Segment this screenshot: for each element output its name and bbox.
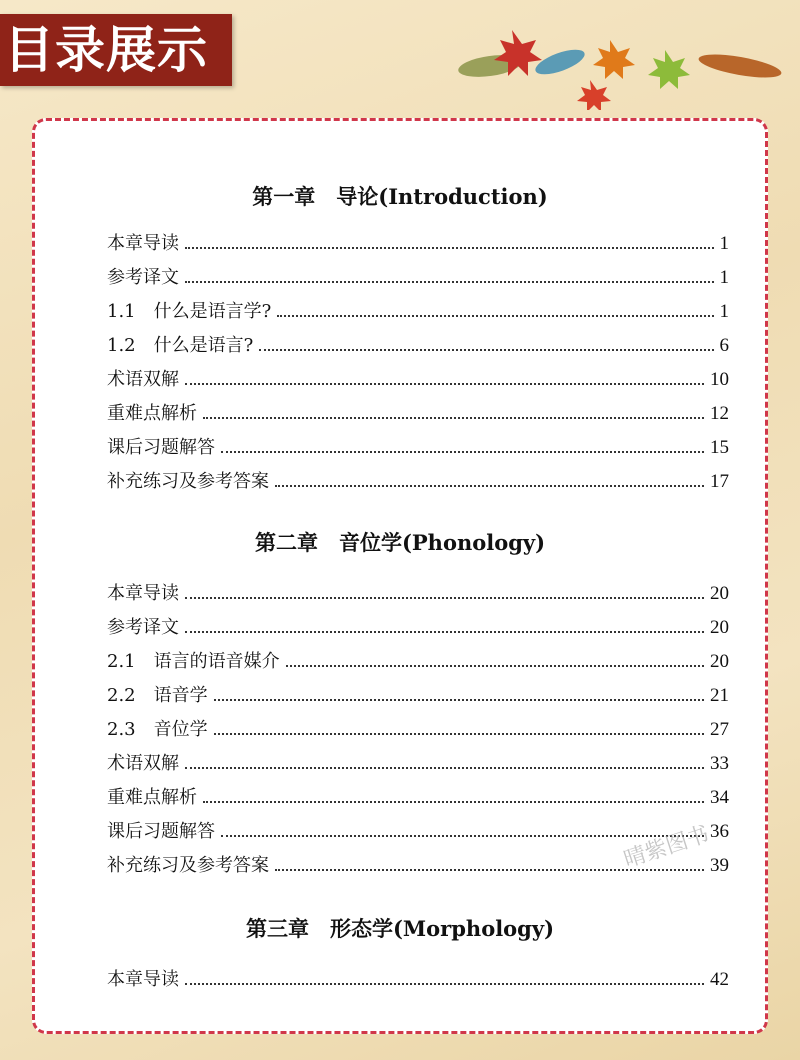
dot-leader xyxy=(185,767,704,769)
autumn-leaves-decoration xyxy=(440,10,800,110)
entry-page: 21 xyxy=(710,685,729,706)
dot-leader xyxy=(286,665,704,667)
dot-leader xyxy=(185,597,704,599)
entry-label: 2.3 音位学 xyxy=(107,719,208,740)
dot-leader xyxy=(275,485,704,487)
entry-label: 补充练习及参考答案 xyxy=(107,855,269,876)
entry-page: 20 xyxy=(710,583,729,604)
chapter-2-title: 第二章 音位学(Phonology) xyxy=(254,530,546,555)
dot-leader xyxy=(185,383,704,385)
chapter-3-title: 第三章 形态学(Morphology) xyxy=(245,916,555,941)
toc-entry[interactable] xyxy=(107,227,729,255)
dot-leader xyxy=(185,631,704,633)
watermark: 晴紫图书 xyxy=(620,821,713,873)
entry-page: 36 xyxy=(710,821,729,842)
dot-leader xyxy=(185,983,704,985)
banner-title: 目录展示 xyxy=(0,14,232,86)
entry-page: 34 xyxy=(710,787,729,808)
chapter-1-title: 第一章 导论(Introduction) xyxy=(252,184,548,209)
entry-label: 本章导读 xyxy=(107,233,179,254)
entry-label: 课后习题解答 xyxy=(107,821,215,842)
entry-label: 课后习题解答 xyxy=(107,437,215,458)
entry-page: 1 xyxy=(719,233,729,254)
toc-entry[interactable] xyxy=(107,679,729,707)
toc-entry[interactable] xyxy=(107,781,729,809)
entry-page: 20 xyxy=(710,617,729,638)
toc-entry[interactable] xyxy=(107,963,729,991)
entry-page: 1 xyxy=(719,267,729,288)
entry-page: 20 xyxy=(710,651,729,672)
entry-label: 补充练习及参考答案 xyxy=(107,471,269,492)
entry-label: 术语双解 xyxy=(107,369,179,390)
entry-label: 重难点解析 xyxy=(107,403,197,424)
toc-entry[interactable] xyxy=(107,611,729,639)
toc-entry[interactable] xyxy=(107,431,729,459)
entry-label: 参考译文 xyxy=(107,267,179,288)
toc-entry[interactable] xyxy=(107,747,729,775)
dot-leader xyxy=(221,835,704,837)
entry-label: 1.1 什么是语言学? xyxy=(107,301,272,322)
toc-entry[interactable] xyxy=(107,397,729,425)
toc-entry[interactable] xyxy=(107,713,729,741)
entry-page: 33 xyxy=(710,753,729,774)
entry-label: 2.1 语言的语音媒介 xyxy=(107,651,280,672)
toc-card xyxy=(32,118,768,1034)
toc-entry[interactable] xyxy=(107,577,729,605)
entry-label: 2.2 语音学 xyxy=(107,685,208,706)
entry-label: 参考译文 xyxy=(107,617,179,638)
dot-leader xyxy=(203,417,704,419)
dot-leader xyxy=(221,451,704,453)
dot-leader xyxy=(214,699,704,701)
dot-leader xyxy=(214,733,704,735)
entry-label: 本章导读 xyxy=(107,583,179,604)
entry-label: 重难点解析 xyxy=(107,787,197,808)
toc-entry[interactable] xyxy=(107,261,729,289)
dot-leader xyxy=(203,801,704,803)
entry-page: 27 xyxy=(710,719,729,740)
toc-entry[interactable] xyxy=(107,465,729,493)
toc-entry[interactable] xyxy=(107,645,729,673)
entry-label: 术语双解 xyxy=(107,753,179,774)
dot-leader xyxy=(259,349,713,351)
toc-entry[interactable] xyxy=(107,329,729,357)
dot-leader xyxy=(277,315,713,317)
entry-page: 12 xyxy=(710,403,729,424)
entry-page: 15 xyxy=(710,437,729,458)
dot-leader xyxy=(185,281,714,283)
toc-entry[interactable] xyxy=(107,363,729,391)
entry-page: 42 xyxy=(710,969,729,990)
entry-label: 本章导读 xyxy=(107,969,179,990)
entry-page: 39 xyxy=(710,855,729,876)
toc-entry[interactable] xyxy=(107,295,729,323)
entry-page: 1 xyxy=(719,301,729,322)
entry-page: 6 xyxy=(719,335,729,356)
dot-leader xyxy=(185,247,714,249)
entry-label: 1.2 什么是语言? xyxy=(107,335,254,356)
entry-page: 10 xyxy=(710,369,729,390)
entry-page: 17 xyxy=(710,471,729,492)
